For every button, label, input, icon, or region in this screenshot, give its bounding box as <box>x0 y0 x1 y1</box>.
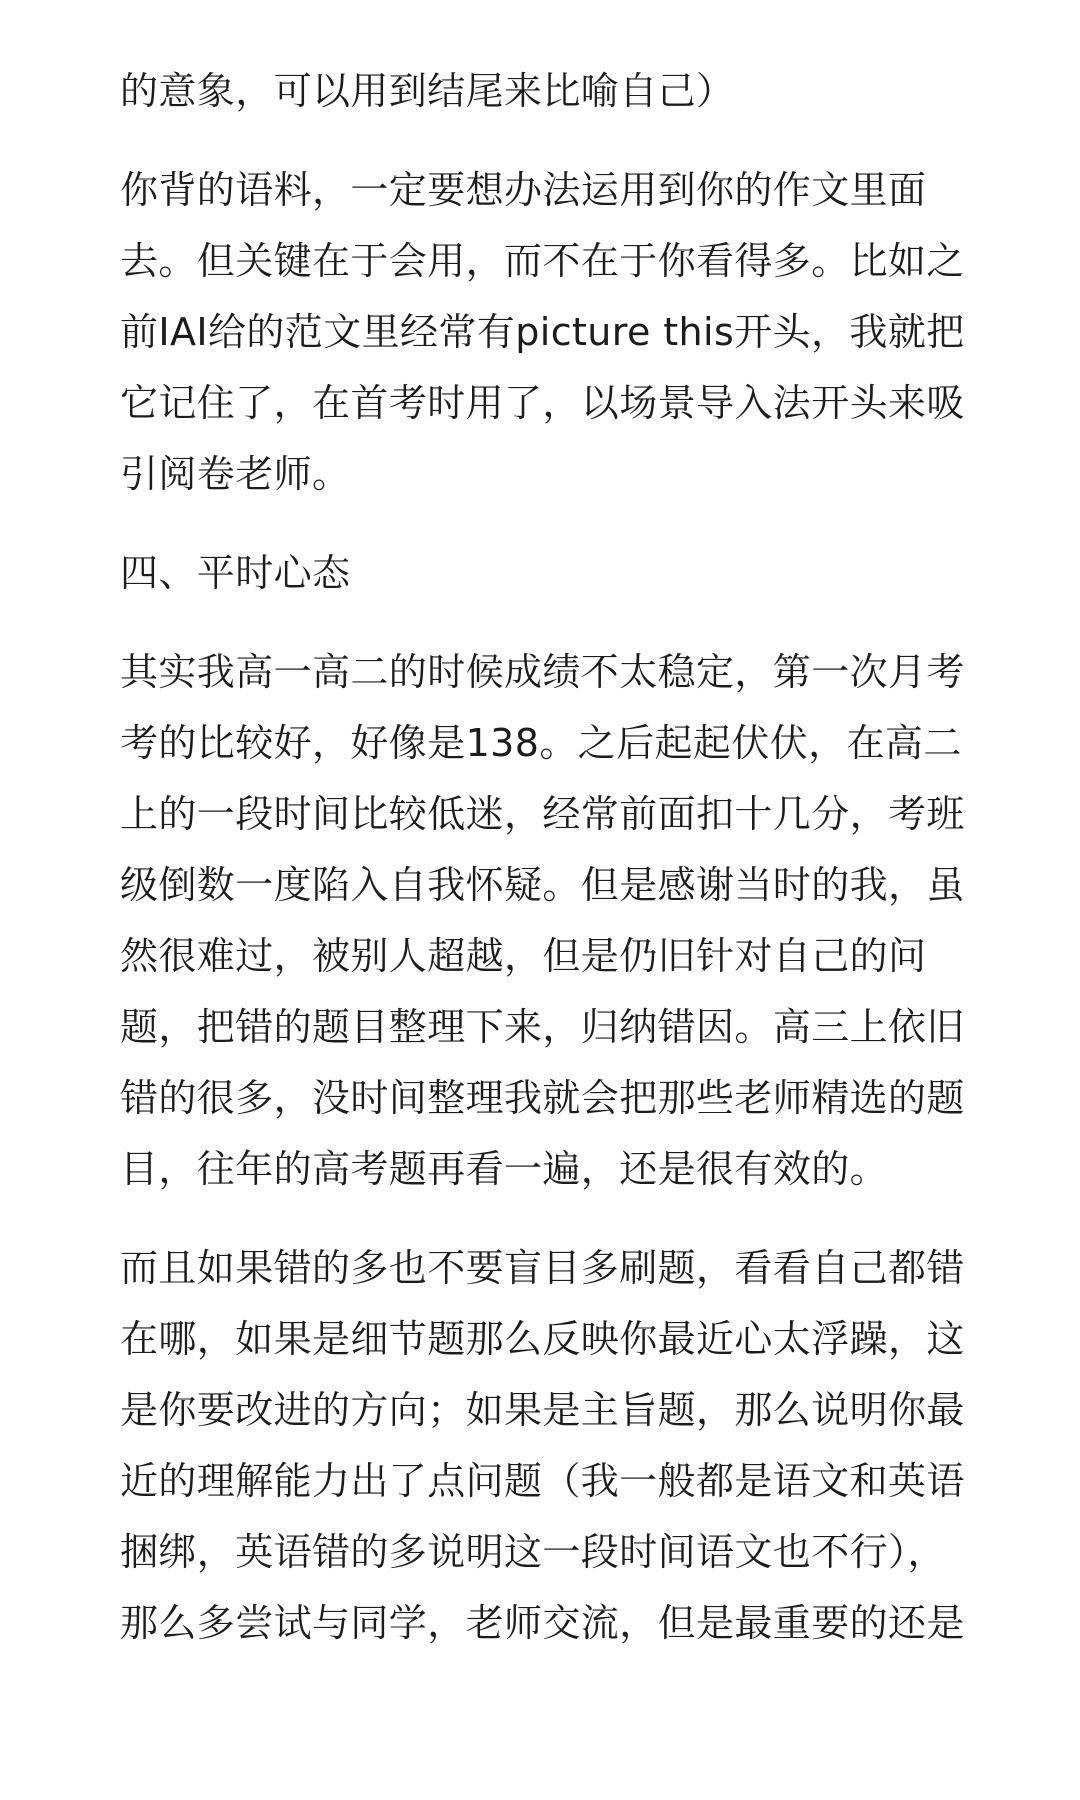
text-line: 近的理解能力出了点问题（我一般都是语文和英语 <box>120 1459 965 1503</box>
paragraph-error-analysis <box>120 1233 1020 1659</box>
section-heading-mindset <box>120 538 1020 609</box>
text-line: 级倒数一度陷入自我怀疑。但是感谢当时的我，虽 <box>120 863 965 907</box>
text-line: 去。但关键在于会用，而不在于你看得多。比如之 <box>120 239 965 283</box>
text-line: 其实我高一高二的时候成绩不太稳定，第一次月考 <box>120 650 965 694</box>
text-line: 是你要改进的方向；如果是主旨题，那么说明你最 <box>120 1388 965 1432</box>
text-line: 上的一段时间比较低迷，经常前面扣十几分，考班 <box>120 792 965 836</box>
text-line: 它记住了，在首考时用了，以场景导入法开头来吸 <box>120 381 965 425</box>
text-line: 的意象，可以用到结尾来比喻自己） <box>120 69 735 113</box>
text-line: 那么多尝试与同学，老师交流，但是最重要的还是 <box>120 1601 965 1645</box>
paragraph-grade-fluctuation <box>120 637 1020 1205</box>
paragraph-using-materials <box>120 155 1020 510</box>
text-line: 题，把错的题目整理下来，归纳错因。高三上依旧 <box>120 1005 965 1049</box>
text-line: 然很难过，被别人超越，但是仍旧针对自己的问 <box>120 934 927 978</box>
text-line: 在哪，如果是细节题那么反映你最近心太浮躁，这 <box>120 1317 965 1361</box>
text-line: 考的比较好，好像是138。之后起起伏伏，在高二 <box>120 721 962 765</box>
paragraph-ending-metaphor <box>120 56 1020 127</box>
section-heading: 四、平时心态 <box>120 551 351 595</box>
text-line: 你背的语料，一定要想办法运用到你的作文里面 <box>120 168 927 212</box>
text-line: 前IAI给的范文里经常有picture this开头，我就把 <box>120 310 965 354</box>
text-line: 捆绑，英语错的多说明这一段时间语文也不行）， <box>120 1530 946 1574</box>
text-line: 引阅卷老师。 <box>120 452 351 496</box>
article-body <box>120 56 1020 1687</box>
text-line: 目，往年的高考题再看一遍，还是很有效的。 <box>120 1147 889 1191</box>
text-line: 错的很多，没时间整理我就会把那些老师精选的题 <box>120 1076 965 1120</box>
text-line: 而且如果错的多也不要盲目多刷题，看看自己都错 <box>120 1246 965 1290</box>
